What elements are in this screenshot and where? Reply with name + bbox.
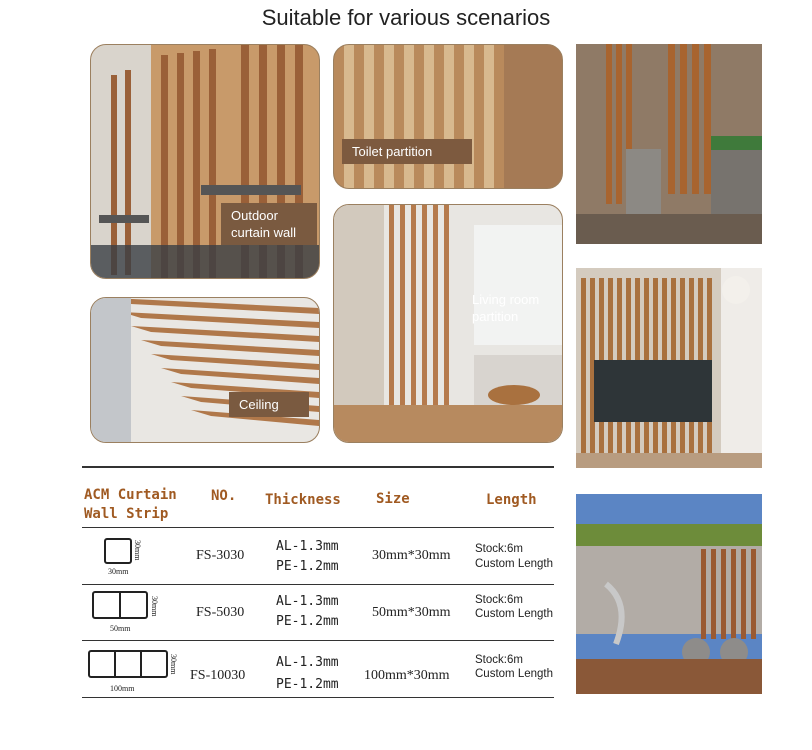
row2-pe: PE-1.2mm	[276, 614, 339, 629]
page-title: Suitable for various scenarios	[261, 5, 551, 30]
row2-al: AL-1.3mm	[276, 594, 339, 609]
row3-custom: Custom Length	[475, 668, 553, 680]
table-top-rule	[82, 466, 554, 468]
profile-10030-height: 30mm	[169, 654, 178, 675]
row2-rule	[82, 640, 554, 641]
header-product	[84, 486, 189, 524]
outdoor-caption: Outdoor curtain wall	[221, 203, 317, 245]
header-length: Length	[486, 492, 537, 508]
profile-10030-icon	[88, 650, 168, 685]
header-size: Size	[376, 491, 410, 507]
ceiling-caption: Ceiling	[229, 392, 309, 417]
profile-5030-width: 50mm	[110, 624, 131, 633]
row2-custom: Custom Length	[475, 608, 553, 620]
row3-pe: PE-1.2mm	[276, 677, 339, 692]
toilet-partition-photo	[333, 44, 563, 189]
header-product-label: ACM Curtain Wall Strip	[84, 487, 177, 522]
row2-size: 50mm*30mm	[372, 605, 451, 620]
profile-10030-width: 100mm	[110, 684, 135, 693]
profile-5030-icon	[92, 591, 148, 626]
row1-custom: Custom Length	[475, 558, 553, 570]
tv-wall-photo	[576, 268, 762, 468]
row2-no: FS-5030	[196, 605, 245, 620]
row3-stock: Stock:6m	[475, 654, 523, 666]
outdoor-wall-planters-photo	[576, 44, 762, 244]
profile-5030-height: 30mm	[150, 596, 159, 617]
ceiling-photo	[90, 297, 320, 443]
row1-rule	[82, 584, 554, 585]
toilet-caption: Toilet partition	[342, 139, 472, 164]
garden-wall-photo	[576, 494, 762, 694]
row3-no: FS-10030	[190, 668, 246, 683]
row1-pe: PE-1.2mm	[276, 559, 339, 574]
row1-al: AL-1.3mm	[276, 539, 339, 554]
profile-3030-width: 30mm	[108, 567, 129, 576]
row1-no: FS-3030	[196, 548, 245, 563]
row3-al: AL-1.3mm	[276, 655, 339, 670]
row3-size: 100mm*30mm	[364, 668, 450, 683]
row1-stock: Stock:6m	[475, 543, 523, 555]
header-thickness: Thickness	[265, 492, 341, 508]
outdoor-curtain-wall-photo	[90, 44, 320, 279]
living-caption: Living room partition	[472, 292, 540, 324]
header-rule	[82, 527, 554, 528]
header-no: NO.	[211, 488, 237, 504]
living-room-partition-photo	[333, 204, 563, 443]
profile-3030-height: 30mm	[133, 540, 142, 561]
row2-stock: Stock:6m	[475, 594, 523, 606]
row1-size: 30mm*30mm	[372, 548, 451, 563]
table-bottom-rule	[82, 697, 554, 698]
